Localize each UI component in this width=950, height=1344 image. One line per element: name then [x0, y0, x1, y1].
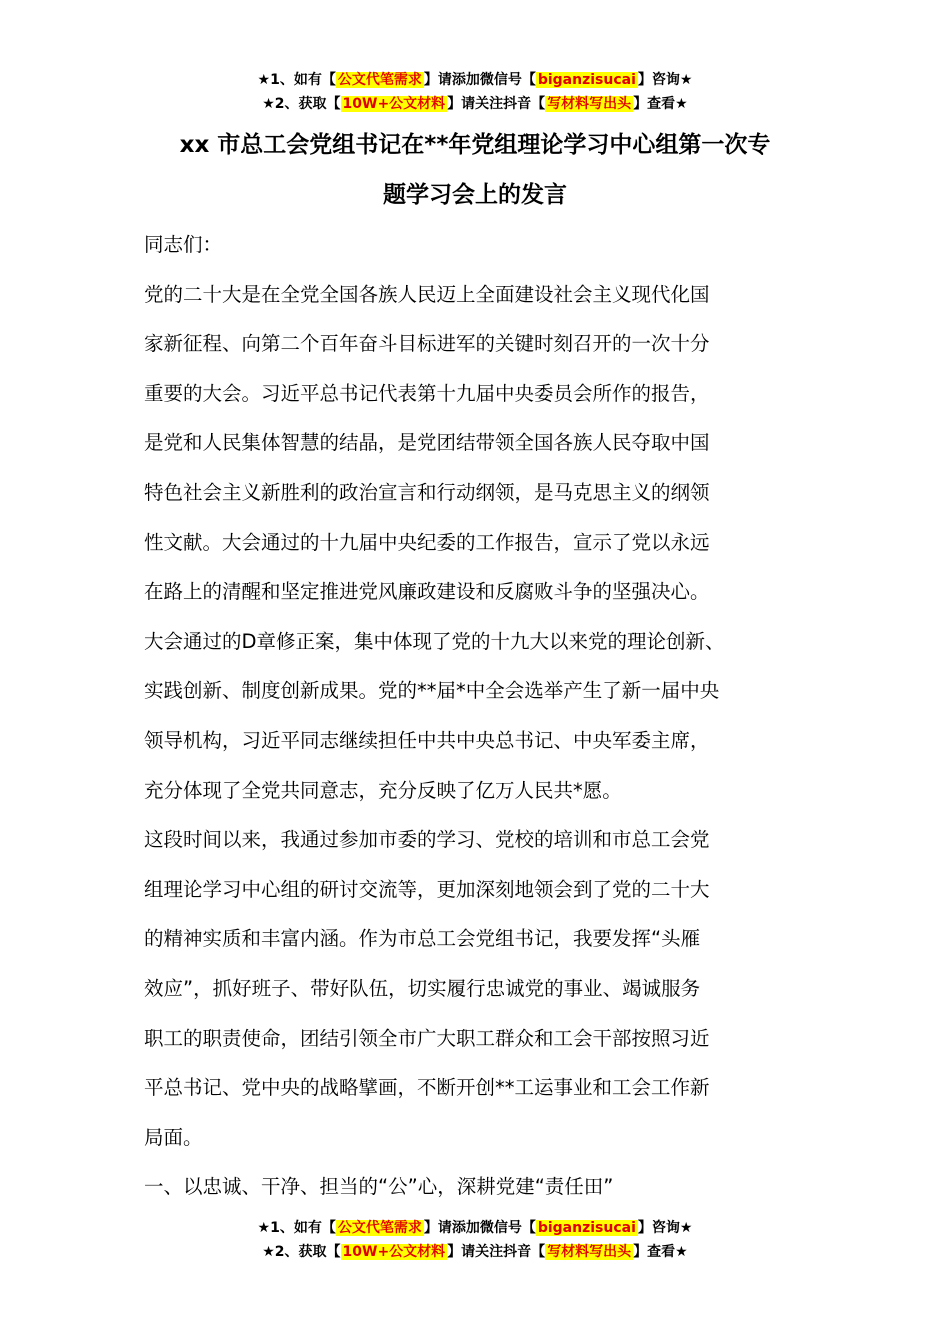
document-title — [120, 120, 830, 220]
highlight-douyin: 写材料写出头 — [547, 1244, 632, 1260]
highlight-service: 公文代笔需求 — [337, 72, 422, 88]
document-body — [144, 220, 834, 1212]
body-line: 的精神实质和丰富内涵。作为市总工会党组书记，我要发挥“头雁 — [144, 927, 701, 951]
promo-line-1: ★1、如有【 公文代笔需求 】请添加微信号【 biganzisucai 】咨询★ — [257, 1220, 693, 1236]
body-line: 平总书记、党中央的战略擘画，不断开创**工运事业和工会工作新 — [144, 1076, 710, 1100]
body-line: 领导机构，习近平同志继续担任中共中央总书记、中央军委主席， — [144, 728, 710, 752]
highlight-douyin: 写材料写出头 — [547, 96, 632, 112]
body-line: 大会通过的D章修正案，集中体现了党的十九大以来党的理论创新、 — [144, 629, 725, 653]
highlight-wechat-id: biganzisucai — [537, 1220, 636, 1236]
body-line: 在路上的清醒和坚定推进党风廉政建设和反腐败斗争的坚强决心。 — [144, 580, 710, 604]
body-line: 党的二十大是在全党全国各族人民迈上全面建设社会主义现代化国 — [144, 282, 710, 306]
body-line: 家新征程、向第二个百年奋斗目标进军的关键时刻召开的一次十分 — [144, 332, 710, 356]
promo-line-2: ★2、获取【 10W+公文材料 】请关注抖音【 写材料写出头 】查看★ — [262, 1244, 688, 1260]
body-line: 充分体现了全党共同意志，充分反映了亿万人民共*愿。 — [144, 778, 622, 802]
section-heading: 一、以忠诚、干净、担当的“公”心，深耕党建“责任田” — [144, 1175, 614, 1199]
body-line: 性文献。大会通过的十九届中央纪委的工作报告，宣示了党以永远 — [144, 530, 710, 554]
title-line-1: xx 市总工会党组书记在**年党组理论学习中心组第一次专 — [179, 132, 771, 158]
title-line-2: 题学习会上的发言 — [383, 182, 567, 208]
body-line: 特色社会主义新胜利的政治宣言和行动纲领，是马克思主义的纲领 — [144, 480, 710, 504]
body-line: 重要的大会。习近平总书记代表第十九届中央委员会所作的报告， — [144, 381, 710, 405]
highlight-service: 公文代笔需求 — [337, 1220, 422, 1236]
highlight-materials: 10W+公文材料 — [342, 1244, 446, 1260]
top-promo-banner — [0, 68, 950, 116]
bottom-promo-banner — [0, 1216, 950, 1264]
promo-line-2: ★2、获取【 10W+公文材料 】请关注抖音【 写材料写出头 】查看★ — [262, 96, 688, 112]
body-line: 职工的职责使命，团结引领全市广大职工群众和工会干部按照习近 — [144, 1026, 710, 1050]
highlight-materials: 10W+公文材料 — [342, 96, 446, 112]
highlight-wechat-id: biganzisucai — [537, 72, 636, 88]
body-line: 组理论学习中心组的研讨交流等，更加深刻地领会到了党的二十大 — [144, 877, 710, 901]
body-line: 这段时间以来，我通过参加市委的学习、党校的培训和市总工会党 — [144, 828, 710, 852]
body-line: 是党和人民集体智慧的结晶，是党团结带领全国各族人民夺取中国 — [144, 431, 710, 455]
body-line: 效应”，抓好班子、带好队伍，切实履行忠诚党的事业、竭诚服务 — [144, 976, 701, 1000]
body-line: 局面。 — [144, 1125, 203, 1149]
promo-line-1: ★1、如有【 公文代笔需求 】请添加微信号【 biganzisucai 】咨询★ — [257, 72, 693, 88]
body-line: 实践创新、制度创新成果。党的**届*中全会选举产生了新一届中央 — [144, 679, 720, 703]
greeting: 同志们： — [144, 233, 223, 256]
